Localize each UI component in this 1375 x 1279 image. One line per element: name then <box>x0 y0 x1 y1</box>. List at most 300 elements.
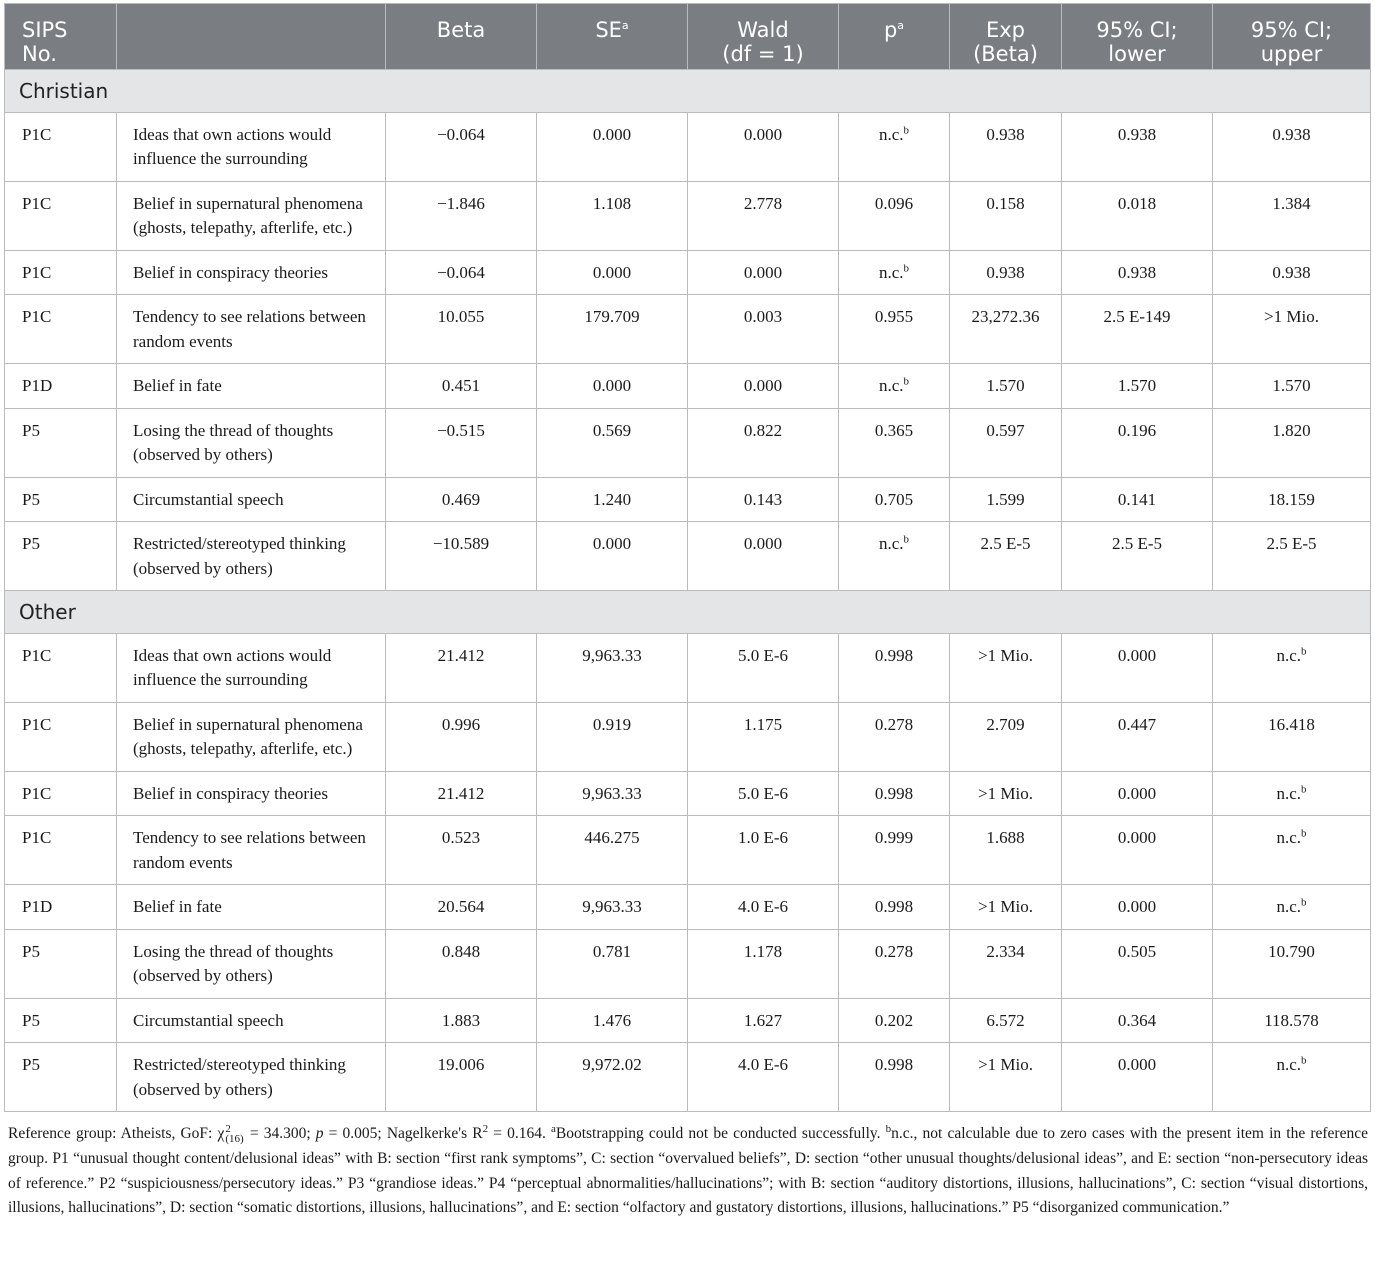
cell-se-value: 0.000 <box>592 534 632 553</box>
cell-no-value: P1C <box>22 714 52 734</box>
cell-p-value: 0.955 <box>874 307 914 326</box>
table-row <box>5 408 1371 477</box>
cell-upper <box>1213 929 1371 998</box>
cell-item-value: Losing the thread of thoughts (observed by others) <box>133 941 334 985</box>
cell-p <box>839 295 950 364</box>
cell-no-value: P1D <box>22 376 53 395</box>
col-item-header <box>117 4 386 70</box>
cell-no-value: P5 <box>22 941 40 961</box>
cell-exp <box>950 1043 1062 1112</box>
footnote-chi-value: = 34.300; <box>244 1125 316 1142</box>
cell-no <box>5 477 117 522</box>
cell-exp-value: 1.570 <box>986 376 1025 395</box>
cell-upper-value: n.c. <box>1276 645 1302 665</box>
cell-p-value: 0.278 <box>874 941 914 961</box>
cell-wald-value: 0.143 <box>743 489 783 509</box>
cell-upper-value: n.c. <box>1276 783 1302 803</box>
footnote-chi-sub: (16) <box>225 1133 244 1146</box>
footnote-p-value: = 0.005; Nagelkerke's R <box>323 1125 483 1142</box>
cell-lower <box>1062 522 1213 591</box>
cell-exp <box>950 771 1062 816</box>
cell-beta <box>386 295 537 364</box>
cell-upper-footnote-mark: b <box>1301 782 1307 795</box>
cell-p <box>839 1043 950 1112</box>
col-wald-label: Wald (df = 1) <box>722 18 804 66</box>
cell-wald-value: 5.0 E-6 <box>737 783 789 803</box>
cell-exp <box>950 295 1062 364</box>
cell-item <box>117 181 386 250</box>
cell-lower-value: 0.000 <box>1117 828 1157 847</box>
cell-item-value: Belief in conspiracy theories <box>133 783 328 803</box>
cell-se-value: 9,963.33 <box>582 783 642 803</box>
cell-exp <box>950 633 1062 702</box>
cell-upper <box>1213 998 1371 1043</box>
cell-lower-value: 2.5 E-149 <box>1103 307 1171 326</box>
cell-no-value: P5 <box>22 1055 40 1074</box>
cell-lower-value: 0.447 <box>1117 714 1157 734</box>
cell-se <box>537 816 688 885</box>
cell-lower <box>1062 816 1213 885</box>
col-ci-lower-label: 95% CI; lower <box>1096 18 1178 66</box>
cell-wald-value: 1.178 <box>743 941 783 961</box>
cell-se-value: 1.240 <box>592 489 632 509</box>
cell-upper-value: 1.384 <box>1272 193 1311 213</box>
cell-lower-value: 0.000 <box>1117 645 1157 665</box>
cell-no-value: P1C <box>22 645 52 665</box>
col-se-header <box>537 4 688 70</box>
cell-exp-value: 0.938 <box>986 262 1025 282</box>
cell-beta-value: 0.996 <box>441 714 481 734</box>
regression-table <box>4 3 1371 1112</box>
cell-exp-value: 1.599 <box>986 489 1025 509</box>
cell-p-value: 0.999 <box>874 828 914 847</box>
cell-p <box>839 364 950 409</box>
cell-p-footnote-mark: b <box>903 533 910 546</box>
cell-wald <box>688 998 839 1043</box>
cell-wald <box>688 702 839 771</box>
cell-item <box>117 929 386 998</box>
cell-lower-value: 0.000 <box>1117 1055 1157 1074</box>
cell-lower <box>1062 885 1213 930</box>
cell-wald <box>688 408 839 477</box>
cell-beta <box>386 112 537 181</box>
cell-exp <box>950 477 1062 522</box>
cell-exp <box>950 408 1062 477</box>
cell-upper <box>1213 477 1371 522</box>
cell-wald <box>688 477 839 522</box>
cell-no-value: P1C <box>22 783 52 803</box>
cell-upper <box>1213 408 1371 477</box>
cell-lower <box>1062 633 1213 702</box>
cell-exp <box>950 929 1062 998</box>
cell-upper <box>1213 633 1371 702</box>
col-p-header <box>839 4 950 70</box>
cell-lower <box>1062 295 1213 364</box>
table-row <box>5 522 1371 591</box>
cell-wald <box>688 929 839 998</box>
cell-se-value: 0.000 <box>592 376 632 395</box>
cell-se-value: 0.781 <box>592 941 632 961</box>
cell-exp <box>950 885 1062 930</box>
group-label: Christian <box>5 70 1371 113</box>
cell-se <box>537 250 688 295</box>
cell-p-value: 0.202 <box>874 1010 914 1030</box>
cell-upper-footnote-mark: b <box>1301 644 1307 657</box>
cell-no-value: P1D <box>22 897 53 916</box>
cell-p-footnote-mark: b <box>903 261 910 274</box>
cell-beta-value: −10.589 <box>432 534 490 553</box>
cell-beta <box>386 929 537 998</box>
cell-exp-value: 23,272.36 <box>971 307 1040 326</box>
cell-lower <box>1062 998 1213 1043</box>
cell-no <box>5 112 117 181</box>
footnote-a-text: Bootstrapping could not be conducted successfully. <box>555 1125 886 1142</box>
cell-p-value: 0.705 <box>874 489 914 509</box>
table-row <box>5 929 1371 998</box>
cell-upper-value: n.c. <box>1276 1055 1302 1074</box>
cell-beta-value: −1.846 <box>437 193 485 213</box>
cell-no-value: P1C <box>22 193 52 213</box>
header-row <box>5 4 1371 70</box>
table-row <box>5 112 1371 181</box>
cell-se-value: 9,972.02 <box>582 1055 642 1074</box>
cell-upper-value: 1.820 <box>1272 420 1311 440</box>
cell-lower-value: 0.000 <box>1117 783 1157 803</box>
cell-wald-value: 0.000 <box>743 124 783 144</box>
cell-se-value: 1.476 <box>592 1010 632 1030</box>
cell-se <box>537 633 688 702</box>
cell-no <box>5 295 117 364</box>
col-ci-upper-label: 95% CI; upper <box>1250 18 1333 66</box>
cell-beta-value: −0.064 <box>437 262 485 282</box>
cell-wald-value: 1.175 <box>743 714 783 734</box>
cell-lower-value: 1.570 <box>1117 376 1157 395</box>
cell-beta-value: −0.515 <box>437 420 485 440</box>
cell-upper <box>1213 181 1371 250</box>
cell-wald-value: 0.000 <box>743 376 783 395</box>
cell-item <box>117 295 386 364</box>
cell-lower-value: 2.5 E-5 <box>1111 534 1163 553</box>
cell-p-value: n.c. <box>878 262 904 282</box>
cell-upper <box>1213 885 1371 930</box>
cell-upper <box>1213 1043 1371 1112</box>
col-beta-label: Beta <box>436 18 486 42</box>
cell-beta <box>386 477 537 522</box>
cell-se <box>537 295 688 364</box>
table-row <box>5 364 1371 409</box>
cell-p-value: n.c. <box>878 376 904 395</box>
cell-upper-value: 10.790 <box>1268 941 1315 961</box>
cell-p <box>839 408 950 477</box>
cell-exp <box>950 998 1062 1043</box>
cell-se-value: 0.000 <box>592 262 632 282</box>
cell-item-value: Belief in fate <box>133 376 222 395</box>
cell-upper <box>1213 364 1371 409</box>
cell-beta <box>386 181 537 250</box>
cell-no <box>5 522 117 591</box>
cell-p <box>839 477 950 522</box>
col-ci-upper-header <box>1213 4 1371 70</box>
cell-item <box>117 702 386 771</box>
cell-wald-value: 0.000 <box>743 262 783 282</box>
cell-se <box>537 1043 688 1112</box>
col-p-footnote-mark: a <box>897 19 905 32</box>
cell-no <box>5 998 117 1043</box>
cell-wald-value: 4.0 E-6 <box>737 1055 789 1074</box>
cell-no-value: P1C <box>22 307 52 326</box>
cell-item-value: Belief in conspiracy theories <box>133 262 328 282</box>
cell-p-value: 0.998 <box>874 645 914 665</box>
cell-se-value: 0.919 <box>592 714 632 734</box>
cell-wald <box>688 816 839 885</box>
col-sips-no-label: SIPS No. <box>22 18 68 66</box>
table-row <box>5 816 1371 885</box>
cell-upper <box>1213 702 1371 771</box>
footnote-p-letter: p <box>315 1125 324 1142</box>
cell-se <box>537 181 688 250</box>
cell-p <box>839 998 950 1043</box>
cell-no <box>5 771 117 816</box>
cell-wald-value: 1.627 <box>743 1010 783 1030</box>
cell-wald-value: 5.0 E-6 <box>737 645 789 665</box>
cell-se-value: 179.709 <box>584 307 640 326</box>
table-row <box>5 633 1371 702</box>
cell-beta-value: −0.064 <box>437 124 485 144</box>
cell-item <box>117 1043 386 1112</box>
footnote-r-sup: 2 <box>482 1122 489 1135</box>
cell-lower-value: 0.018 <box>1117 193 1157 213</box>
cell-exp <box>950 522 1062 591</box>
footnote-a-mark: a <box>550 1122 556 1135</box>
cell-item-value: Belief in fate <box>133 897 222 916</box>
cell-exp-value: 0.938 <box>986 124 1025 144</box>
cell-wald-value: 1.0 E-6 <box>737 828 789 847</box>
cell-item-value: Circumstantial speech <box>133 1010 284 1030</box>
cell-item <box>117 250 386 295</box>
cell-se-value: 446.275 <box>584 828 640 847</box>
cell-exp-value: 2.5 E-5 <box>980 534 1031 553</box>
cell-wald <box>688 295 839 364</box>
cell-se <box>537 364 688 409</box>
cell-se-value: 0.569 <box>592 420 632 440</box>
cell-wald <box>688 181 839 250</box>
cell-lower <box>1062 364 1213 409</box>
cell-se <box>537 771 688 816</box>
col-p-label: p <box>883 18 898 42</box>
cell-no-value: P1C <box>22 124 52 144</box>
cell-lower <box>1062 112 1213 181</box>
cell-upper-value: >1 Mio. <box>1264 307 1319 326</box>
cell-item-value: Ideas that own actions would influence the surrounding <box>133 124 332 168</box>
cell-beta <box>386 998 537 1043</box>
cell-lower <box>1062 702 1213 771</box>
cell-wald-value: 2.778 <box>743 193 783 213</box>
cell-lower-value: 0.938 <box>1117 124 1157 144</box>
cell-p-value: 0.998 <box>874 1055 914 1074</box>
cell-se <box>537 702 688 771</box>
cell-p <box>839 702 950 771</box>
cell-item <box>117 633 386 702</box>
cell-p-footnote-mark: b <box>903 123 910 136</box>
cell-p <box>839 816 950 885</box>
cell-beta-value: 0.848 <box>441 941 481 961</box>
cell-no <box>5 364 117 409</box>
table-row <box>5 1043 1371 1112</box>
table-row <box>5 998 1371 1043</box>
group-row <box>5 591 1371 634</box>
cell-se <box>537 885 688 930</box>
cell-beta <box>386 633 537 702</box>
cell-exp <box>950 112 1062 181</box>
cell-lower-value: 0.364 <box>1117 1010 1157 1030</box>
cell-wald <box>688 250 839 295</box>
cell-item <box>117 112 386 181</box>
cell-wald <box>688 633 839 702</box>
cell-beta <box>386 1043 537 1112</box>
cell-no <box>5 1043 117 1112</box>
cell-exp <box>950 364 1062 409</box>
cell-p <box>839 112 950 181</box>
cell-no-value: P5 <box>22 1010 40 1030</box>
cell-upper-value: 0.938 <box>1272 124 1311 144</box>
table-row <box>5 250 1371 295</box>
footnote-r-value: = 0.164. <box>488 1125 551 1142</box>
cell-exp <box>950 250 1062 295</box>
cell-beta-value: 0.523 <box>441 828 481 847</box>
cell-item-value: Ideas that own actions would influence the surrounding <box>133 645 332 689</box>
cell-exp-value: >1 Mio. <box>978 645 1033 665</box>
cell-beta <box>386 816 537 885</box>
cell-se <box>537 929 688 998</box>
cell-lower <box>1062 1043 1213 1112</box>
cell-lower <box>1062 477 1213 522</box>
footnote-chi-symbol: χ <box>217 1125 225 1142</box>
cell-p-value: 0.998 <box>874 897 914 916</box>
cell-upper <box>1213 771 1371 816</box>
cell-lower-value: 0.938 <box>1117 262 1157 282</box>
cell-lower <box>1062 181 1213 250</box>
col-se-footnote-mark: a <box>621 19 629 32</box>
cell-no <box>5 885 117 930</box>
cell-no <box>5 816 117 885</box>
cell-beta-value: 0.469 <box>441 489 481 509</box>
cell-p-value: 0.998 <box>874 783 914 803</box>
cell-beta-value: 10.055 <box>437 307 485 326</box>
cell-exp-value: 0.597 <box>986 420 1025 440</box>
cell-exp-value: 2.334 <box>986 941 1025 961</box>
cell-exp-value: 6.572 <box>986 1010 1025 1030</box>
cell-item <box>117 477 386 522</box>
cell-no <box>5 250 117 295</box>
cell-wald <box>688 522 839 591</box>
cell-exp <box>950 702 1062 771</box>
cell-wald-value: 4.0 E-6 <box>737 897 789 916</box>
results-table-figure <box>4 3 1370 1221</box>
cell-p <box>839 522 950 591</box>
cell-wald <box>688 112 839 181</box>
cell-item <box>117 816 386 885</box>
cell-lower-value: 0.505 <box>1117 941 1157 961</box>
cell-item-value: Belief in supernatural phenomena (ghosts, telepathy, afterlife, etc.) <box>133 193 363 237</box>
footnote-chi-sup: 2 <box>225 1123 231 1136</box>
cell-upper-value: 2.5 E-5 <box>1266 534 1317 553</box>
col-exp-beta-header <box>950 4 1062 70</box>
cell-item <box>117 522 386 591</box>
cell-se-value: 1.108 <box>592 193 632 213</box>
cell-wald-value: 0.822 <box>743 420 783 440</box>
cell-beta <box>386 522 537 591</box>
cell-p-value: n.c. <box>878 124 904 144</box>
table-body <box>5 70 1371 1112</box>
cell-beta-value: 21.412 <box>437 645 485 665</box>
cell-upper-value: 18.159 <box>1268 489 1315 509</box>
cell-se <box>537 998 688 1043</box>
cell-upper-footnote-mark: b <box>1301 896 1307 909</box>
cell-p-value: 0.365 <box>874 420 914 440</box>
cell-wald-value: 0.003 <box>743 307 783 326</box>
cell-item <box>117 364 386 409</box>
cell-lower <box>1062 250 1213 295</box>
footnote-gof-prefix: Reference group: Atheists, GoF: <box>8 1125 218 1142</box>
cell-upper-footnote-mark: b <box>1301 1054 1307 1067</box>
footnote-b-mark: b <box>885 1122 892 1135</box>
cell-item <box>117 998 386 1043</box>
cell-beta <box>386 885 537 930</box>
cell-no <box>5 633 117 702</box>
col-se-label: SE <box>595 18 622 42</box>
cell-lower-value: 0.141 <box>1117 489 1157 509</box>
cell-wald <box>688 1043 839 1112</box>
cell-beta <box>386 364 537 409</box>
cell-beta-value: 20.564 <box>437 897 485 916</box>
cell-se <box>537 112 688 181</box>
cell-no <box>5 929 117 998</box>
cell-upper <box>1213 250 1371 295</box>
cell-exp-value: >1 Mio. <box>978 897 1033 916</box>
cell-item-value: Tendency to see relations between random events <box>133 307 366 351</box>
cell-no-value: P1C <box>22 828 52 847</box>
group-row <box>5 70 1371 113</box>
cell-beta <box>386 771 537 816</box>
cell-p <box>839 929 950 998</box>
cell-item-value: Restricted/stereotyped thinking (observed by others) <box>133 534 346 578</box>
cell-p <box>839 633 950 702</box>
cell-upper <box>1213 112 1371 181</box>
cell-beta-value: 0.451 <box>441 376 481 395</box>
cell-lower <box>1062 771 1213 816</box>
cell-lower-value: 0.000 <box>1117 897 1157 916</box>
col-beta-header <box>386 4 537 70</box>
cell-exp-value: 2.709 <box>986 714 1025 734</box>
cell-lower <box>1062 408 1213 477</box>
cell-no-value: P1C <box>22 262 52 282</box>
cell-p <box>839 250 950 295</box>
cell-upper-value: n.c. <box>1276 897 1302 916</box>
cell-no <box>5 702 117 771</box>
cell-beta <box>386 408 537 477</box>
cell-p <box>839 771 950 816</box>
cell-item-value: Belief in supernatural phenomena (ghosts, telepathy, afterlife, etc.) <box>133 714 363 758</box>
cell-upper <box>1213 522 1371 591</box>
cell-beta-value: 19.006 <box>437 1055 485 1074</box>
cell-p-value: 0.096 <box>874 193 914 213</box>
cell-exp-value: >1 Mio. <box>978 1055 1033 1074</box>
cell-upper-value: 0.938 <box>1272 262 1311 282</box>
cell-item-value: Tendency to see relations between random events <box>133 828 366 872</box>
cell-upper-footnote-mark: b <box>1301 827 1307 840</box>
cell-wald <box>688 885 839 930</box>
cell-item-value: Restricted/stereotyped thinking (observed by others) <box>133 1055 346 1099</box>
